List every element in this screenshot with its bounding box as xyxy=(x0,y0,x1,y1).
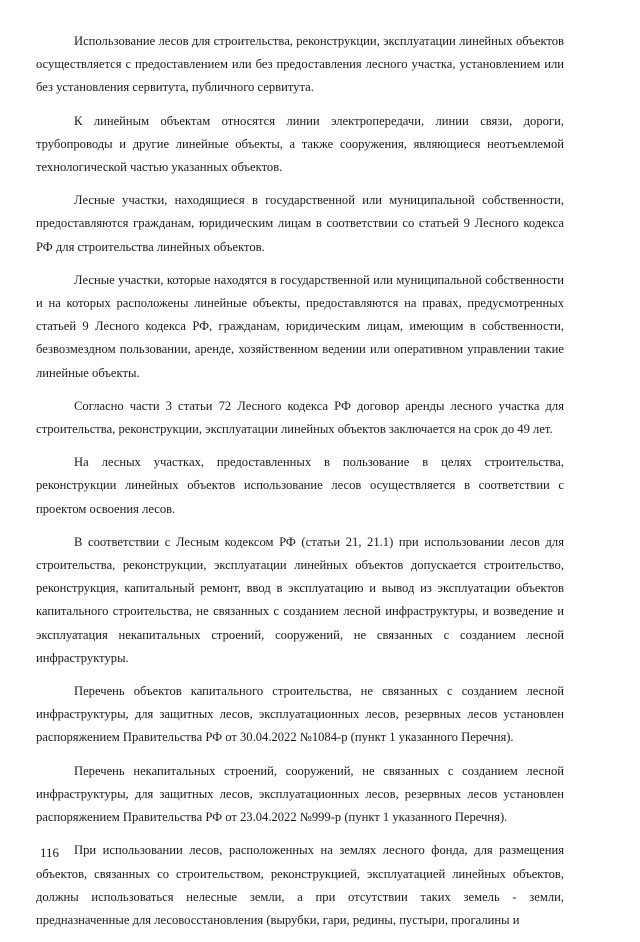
paragraph-6: На лесных участках, предоставленных в пользование в целях строительства, реконструкции линейных объектов использование лесов осуществляется в соответствии с проектом освоения лесов. xyxy=(36,455,564,516)
paragraph-8: Перечень объектов капитального строительства, не связанных с созданием лесной инфраструктуры, для защитных лесов, эксплуатационных лесов, резервных лесов установлен распоряжением Правительства РФ от 30.04.2022 №1084-р (пункт 1 указанного Перечня). xyxy=(36,684,564,745)
paragraph-1: Использование лесов для строительства, реконструкции, эксплуатации линейных объектов осуществляется с предоставлением или без предоставления лесного участка, установлением или без установления сервитута, публичного сервитута. xyxy=(36,34,564,95)
paragraph-10: При использовании лесов, расположенных на землях лесного фонда, для размещения объектов, связанных со строительством, реконструкцией, эксплуатацией линейных объектов, должны использоваться нелесные земли, а при отсутствии таких земель - земли, предназначенные для лесовосстановления (вырубки, гари, редины, пустыри, прогалины и xyxy=(36,843,564,927)
paragraph-7: В соответствии с Лесным кодексом РФ (статьи 21, 21.1) при использовании лесов для строительства, реконструкции, эксплуатации линейных объектов допускается строительство, реконструкция, капитальный ремонт, ввод в эксплуатацию и вывод из эксплуатации объектов капитального строительства, не связанных с созданием лесной инфраструктуры, и возведение и эксплуатация некапитальных строений, сооружений, не связанных с созданием лесной инфраструктуры. xyxy=(36,534,564,665)
paragraph-3: Лесные участки, находящиеся в государственной или муниципальной собственности, предоставляются гражданам, юридическим лицам в соответствии со статьей 9 Лесного кодекса РФ для строительства линейных объектов. xyxy=(36,193,564,254)
paragraph-4: Лесные участки, которые находятся в государственной или муниципальной собственности и на которых расположены линейные объекты, предоставляются на правах, предусмотренных статьей 9 Лесного кодекса РФ, гражданам, юридическим лицам, имеющим в собственности, безвозмездном пользовании, аренде, хозяйственном ведении или оперативном управлении такие линейные объекты. xyxy=(36,272,564,380)
document-body xyxy=(36,30,564,942)
paragraph-5: Согласно части 3 статьи 72 Лесного кодекса РФ договор аренды лесного участка для строительства, реконструкции, эксплуатации линейных объектов заключается на срок до 49 лет. xyxy=(36,398,564,437)
page-number: 116 xyxy=(40,845,60,860)
paragraph-9: Перечень некапитальных строений, сооружений, не связанных с созданием лесной инфраструктуры, для защитных лесов, эксплуатационных лесов, резервных лесов установлен распоряжением Правительства РФ от 23.04.2022 №999-р (пункт 1 указанного Перечня). xyxy=(36,763,564,825)
paragraph-2: К линейным объектам относятся линии электропередачи, линии связи, дороги, трубопроводы и другие линейные объекты, а также сооружения, являющиеся неотъемлемой технологической частью указанных объектов. xyxy=(36,113,564,175)
